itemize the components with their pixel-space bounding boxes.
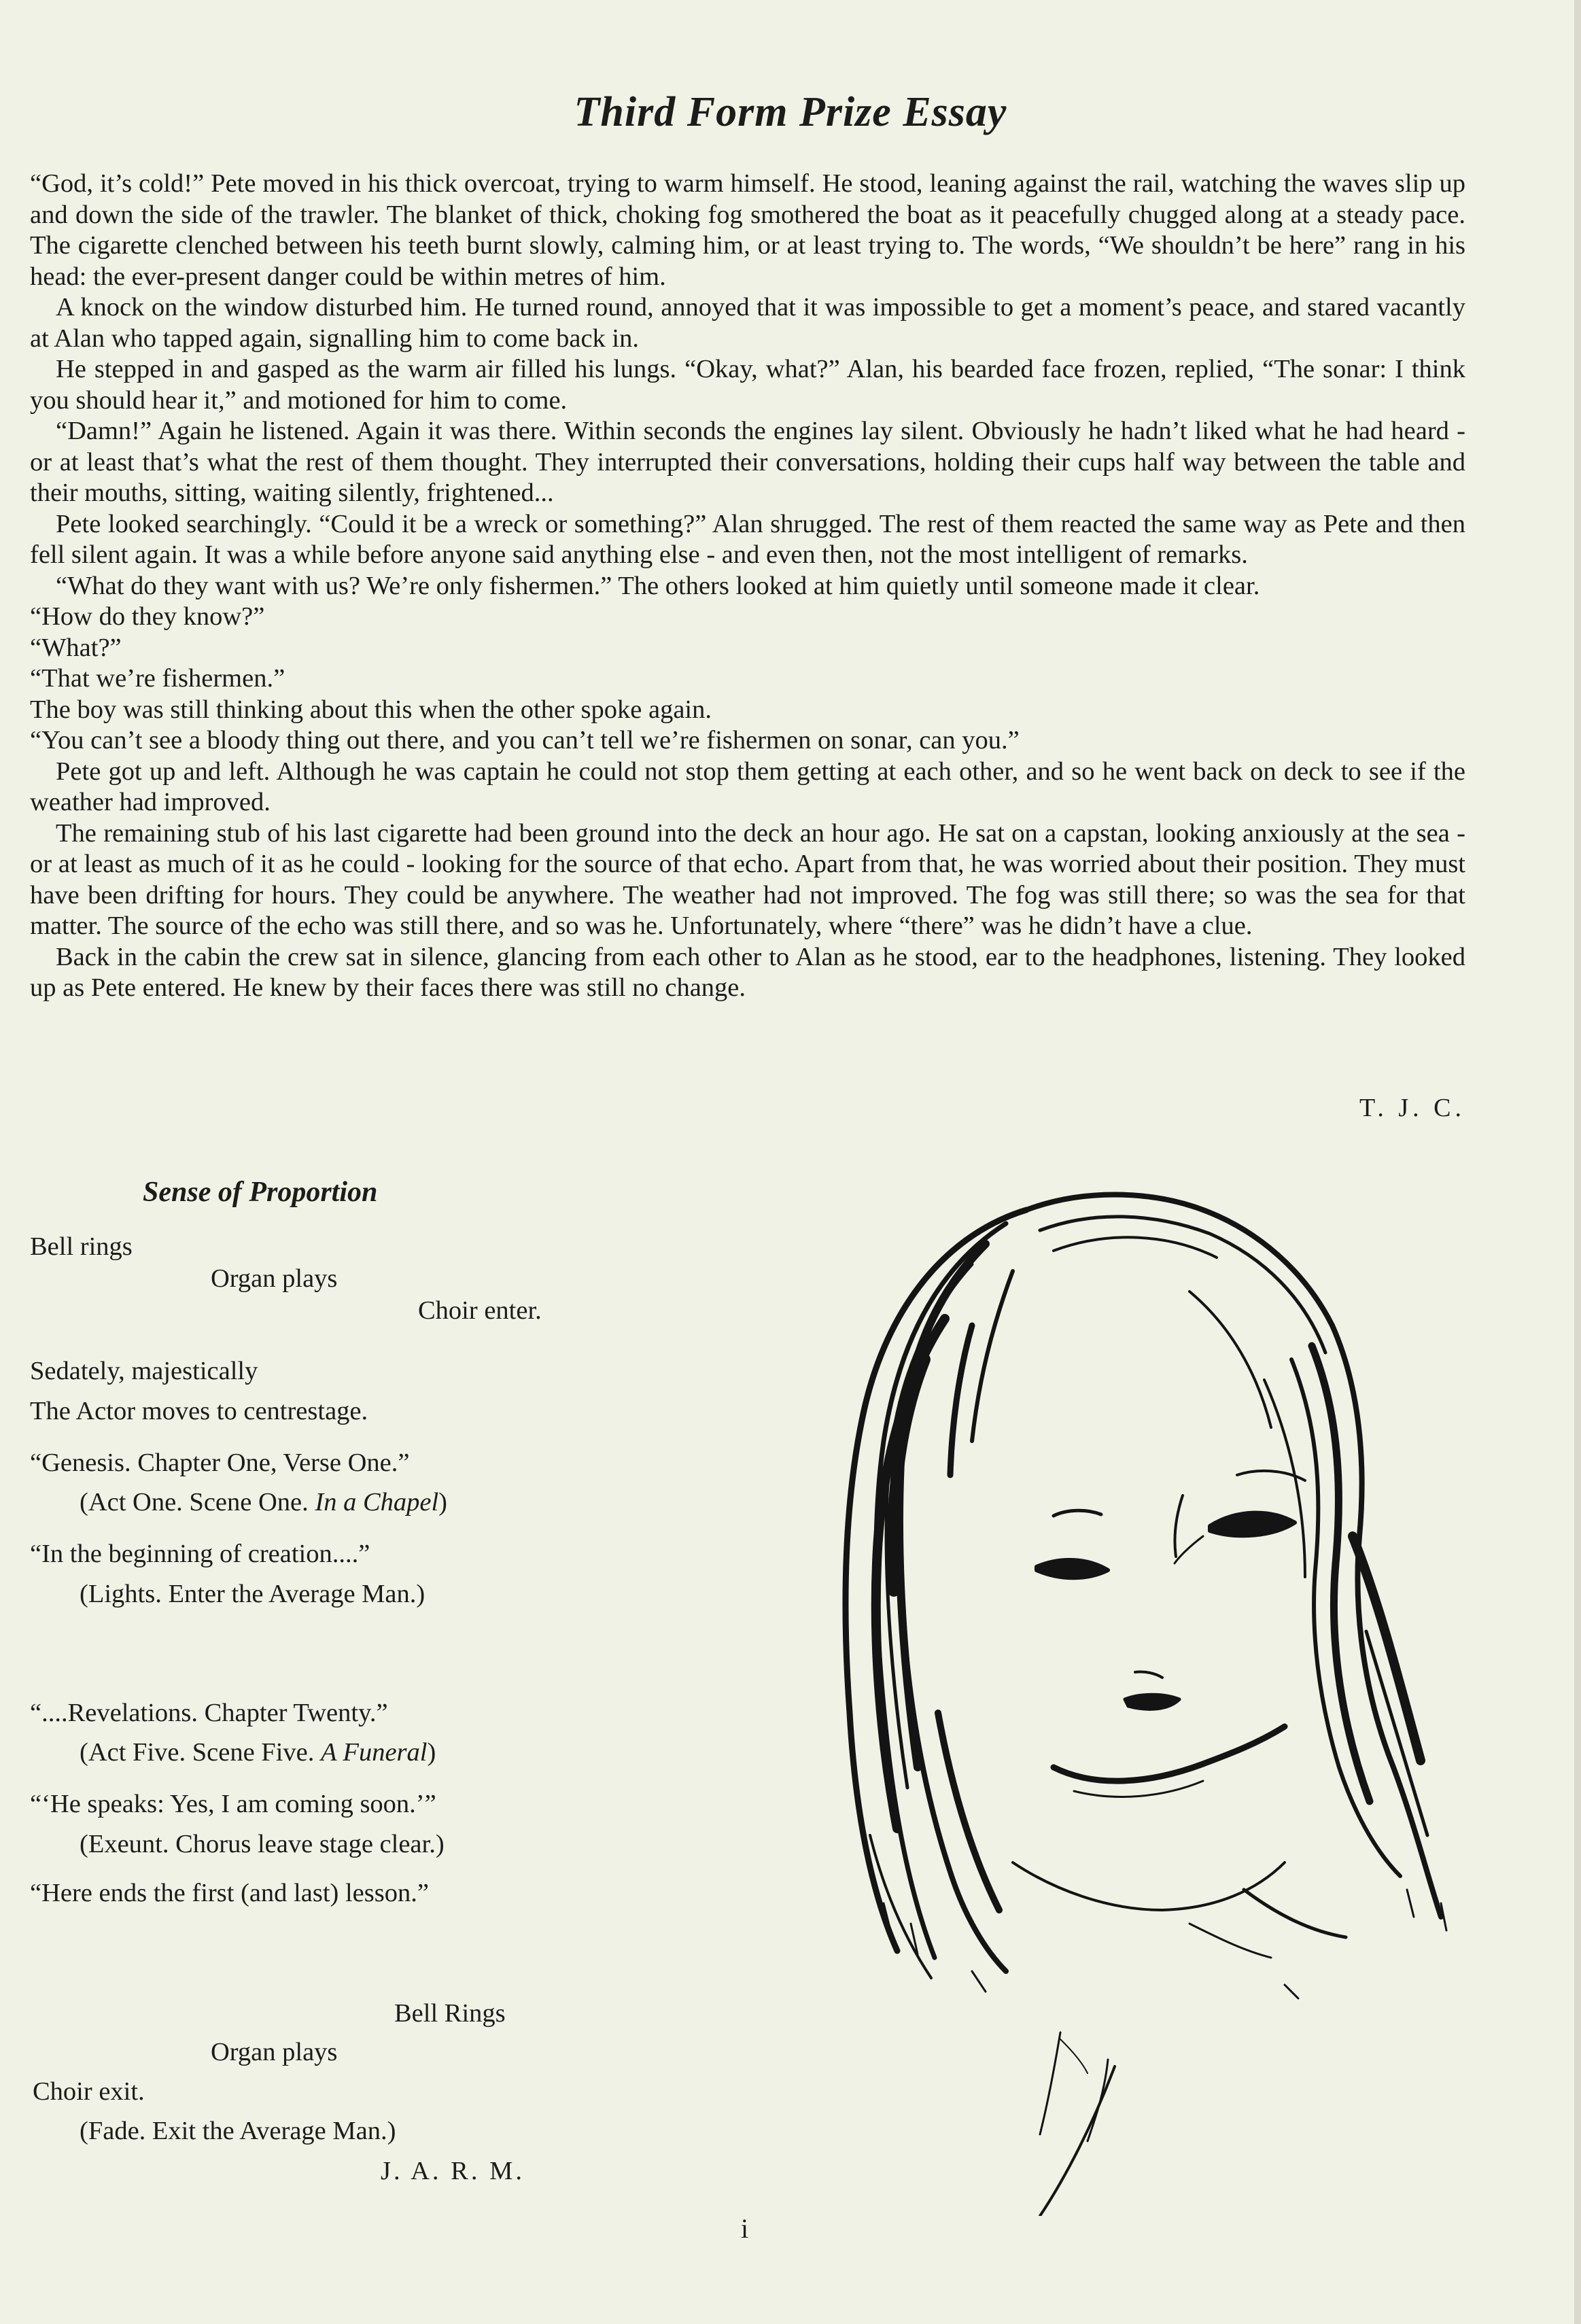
poem-line: (Act Five. Scene Five. A Funeral) bbox=[80, 1738, 436, 1767]
essay-paragraph: “How do they know?” bbox=[30, 602, 265, 631]
essay-signature: T. J. C. bbox=[1359, 1094, 1465, 1122]
poem-line: “‘He speaks: Yes, I am coming soon.’” bbox=[30, 1790, 436, 1818]
poem-line: (Act One. Scene One. In a Chapel) bbox=[80, 1488, 447, 1516]
poem-line: Sedately, majestically bbox=[30, 1357, 258, 1385]
essay-title: Third Form Prize Essay bbox=[574, 89, 1007, 135]
poem-line: “In the beginning of creation....” bbox=[30, 1540, 370, 1568]
poem-line: (Fade. Exit the Average Man.) bbox=[80, 2117, 396, 2145]
poem-line: Organ plays bbox=[211, 2038, 338, 2066]
essay-paragraph: “Damn!” Again he listened. Again it was there. Within seconds the engines lay silent. Obviously he hadn’t liked what he had heard - or at least that’s what the rest of them thought. They interrupted their conversations, holding their cups half way between the table and their mouths, sitting, waiting silently, frightened... bbox=[30, 417, 1465, 507]
essay-paragraph: Pete got up and left. Although he was captain he could not stop them getting at each other, and so he went back on deck to see if the weather had improved. bbox=[30, 757, 1465, 816]
essay-paragraph: “What?” bbox=[30, 633, 122, 662]
essay-paragraph: He stepped in and gasped as the warm air filled his lungs. “Okay, what?” Alan, his bearded face frozen, replied, “The sonar: I think you should hear it,” and motioned for him to come. bbox=[30, 355, 1465, 415]
poem-line: (Lights. Enter the Average Man.) bbox=[80, 1580, 425, 1608]
essay-paragraph: The boy was still thinking about this when the other spoke again. bbox=[30, 695, 712, 724]
poem-line: “....Revelations. Chapter Twenty.” bbox=[30, 1699, 388, 1727]
poem-line: Bell rings bbox=[30, 1232, 133, 1261]
portrait-sketch bbox=[768, 1156, 1475, 2216]
poem-line: Bell Rings bbox=[394, 1999, 506, 2028]
essay-paragraph: Back in the cabin the crew sat in silence, glancing from each other to Alan as he stood, ear to the headphones, listening. They looked up as Pete entered. He knew by their faces there was still no change. bbox=[30, 942, 1465, 1002]
poem-line: “Genesis. Chapter One, Verse One.” bbox=[30, 1449, 410, 1477]
essay-paragraph: “What do they want with us? We’re only fishermen.” The others looked at him quietly until someone made it clear. bbox=[56, 571, 1260, 600]
poem-line: Choir enter. bbox=[418, 1296, 542, 1325]
essay-paragraph: “You can’t see a bloody thing out there, and you can’t tell we’re fishermen on sonar, can you.” bbox=[30, 726, 1020, 755]
essay-body bbox=[30, 169, 1465, 1004]
essay-paragraph: A knock on the window disturbed him. He turned round, annoyed that it was impossible to get a moment’s peace, and stared vacantly at Alan who tapped again, signalling him to come back in. bbox=[30, 293, 1465, 353]
poem-title: Sense of Proportion bbox=[143, 1177, 378, 1208]
poem-line: “Here ends the first (and last) lesson.” bbox=[30, 1879, 429, 1907]
essay-paragraph: “God, it’s cold!” Pete moved in his thick overcoat, trying to warm himself. He stood, leaning against the rail, watching the waves slip up and down the side of the trawler. The blanket of thick, choking fog smothered the boat as it peacefully chugged along at a steady pace. The cigarette clenched between his teeth burnt slowly, calming him, or at least trying to. The words, “We shouldn’t be here” rang in his head: the ever-present danger could be within metres of him. bbox=[30, 169, 1465, 291]
poem-line: (Exeunt. Chorus leave stage clear.) bbox=[80, 1830, 445, 1858]
poem-line: Choir exit. bbox=[33, 2077, 145, 2106]
poem-line: The Actor moves to centrestage. bbox=[30, 1397, 368, 1425]
essay-paragraph: The remaining stub of his last cigarette had been ground into the deck an hour ago. He sat on a capstan, looking anxiously at the sea - or at least as much of it as he could - looking for the source of that echo. Apart from that, he was worried about their position. They must have been drifting for hours. They could be anywhere. The weather had not improved. The fog was still there; so was the sea for that matter. The source of the echo was still there, and so was he. Unfortunately, where “there” was he didn’t have a clue. bbox=[30, 818, 1465, 940]
page-edge bbox=[1574, 0, 1581, 2324]
poem-signature: J. A. R. M. bbox=[381, 2157, 525, 2185]
page-number: i bbox=[741, 2213, 749, 2244]
poem-line: Organ plays bbox=[211, 1264, 338, 1293]
essay-paragraph: “That we’re fishermen.” bbox=[30, 664, 285, 693]
essay-paragraph: Pete looked searchingly. “Could it be a wreck or something?” Alan shrugged. The rest of them reacted the same way as Pete and then fell silent again. It was a while before anyone said anything else - and even then, not the most intelligent of remarks. bbox=[30, 509, 1465, 569]
